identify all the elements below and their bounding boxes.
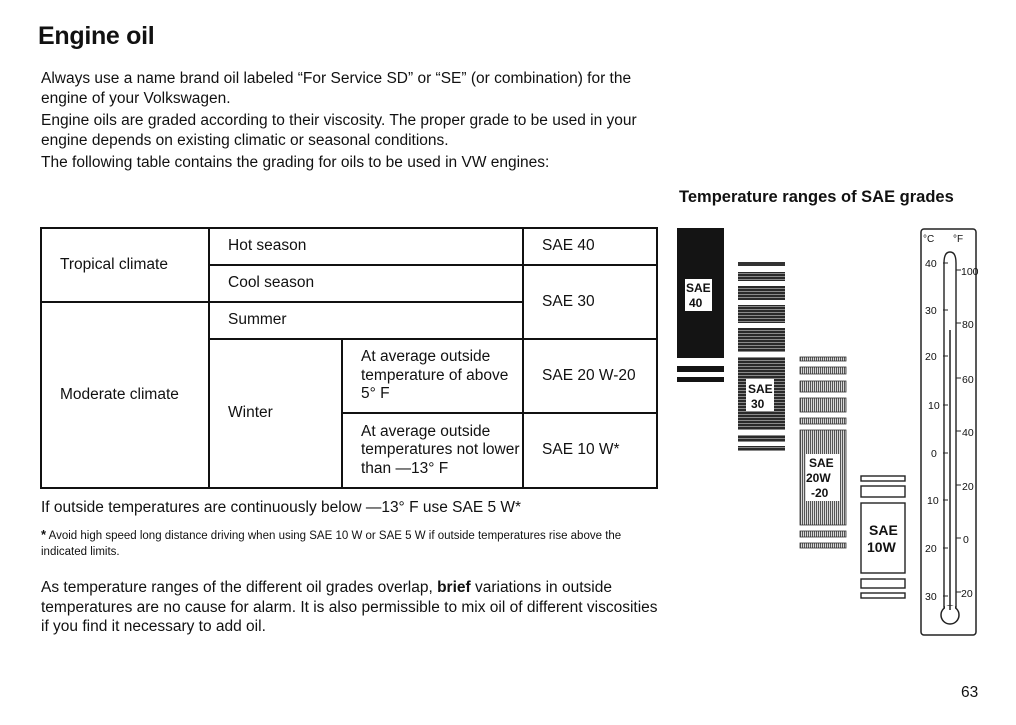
celsius-tick-label: 10 (928, 400, 940, 412)
hot-season-cell: Hot season (209, 228, 523, 265)
celsius-tick-label: 20 (925, 351, 937, 363)
page-number: 63 (961, 684, 979, 701)
sae-20w20-label-line3: -20 (811, 486, 829, 500)
condition-above-cell: At average outside temperature of above 5° F (342, 339, 523, 413)
sae-20w20-label-line2: 20W (806, 471, 831, 485)
sae-40-cell: SAE 40 (523, 228, 657, 265)
sae-10w-label-line1: SAE (869, 522, 898, 538)
celsius-tick-label: 10 (927, 495, 939, 507)
celsius-tick-label: 30 (925, 591, 937, 603)
celsius-tick-label: 20 (925, 543, 937, 555)
footnote-text: Avoid high speed long distance driving when using SAE 10 W or SAE 5 W if outside temperatures rise above the indicated limits. (41, 530, 622, 558)
chart-title: Temperature ranges of SAE grades (679, 188, 954, 206)
moderate-climate-cell: Moderate climate (41, 302, 209, 488)
thermometer (921, 229, 979, 635)
page-title: Engine oil (38, 22, 155, 50)
sae-10w-cell: SAE 10 W* (523, 413, 657, 488)
sae-30-cell: SAE 30 (523, 265, 657, 339)
fahrenheit-tick-label: 20 (962, 481, 974, 493)
fahrenheit-tick-label: 20 (961, 588, 973, 600)
tropical-climate-cell: Tropical climate (41, 228, 209, 302)
intro-paragraph: Always use a name brand oil labeled “For Service SD” or “SE” (or combination) for the engine of your Volkswagen. (41, 70, 632, 107)
fahrenheit-tick-label: 100 (961, 266, 979, 278)
sae-20w20-bar (800, 357, 846, 548)
sae-40-bar (677, 228, 724, 382)
condition-not-lower-cell: At average outside temperatures not lower than —13° F (342, 413, 523, 488)
celsius-tick-label: 0 (931, 448, 937, 460)
sae-20w20-cell: SAE 20 W-20 (523, 339, 657, 413)
closing-text-before: As temperature ranges of the different oil grades overlap, (41, 579, 438, 596)
closing-bold-word: brief (437, 579, 471, 596)
fahrenheit-tick-label: 80 (962, 319, 974, 331)
sae-10w-bar (861, 476, 905, 598)
cool-season-cell: Cool season (209, 265, 523, 302)
closing-text-after: variations in outside temperatures are no cause for alarm. It is also permissible to mix oil of different viscosities if you find it necessary to add oil. (41, 579, 658, 635)
sae-20w20-label-line1: SAE (809, 456, 834, 470)
fahrenheit-tick-label: 60 (962, 374, 974, 386)
footnote-star: * (41, 527, 47, 542)
fahrenheit-tick-label: 40 (962, 427, 974, 439)
table-intro-paragraph: The following table contains the grading for oils to be used in VW engines: (41, 154, 550, 171)
fahrenheit-tick-label: 0 (963, 534, 969, 546)
sae-30-bar (738, 262, 785, 451)
celsius-unit-label: °C (923, 234, 935, 245)
winter-cell: Winter (209, 339, 342, 488)
sae-30-label-line2: 30 (751, 397, 765, 411)
sae-10w-label-line2: 10W (867, 539, 896, 555)
viscosity-paragraph: Engine oils are graded according to their viscosity. The proper grade to be used in your engine depends on existing climatic or seasonal conditions. (41, 112, 637, 149)
sae-5w-note: If outside temperatures are continuously below —13° F use SAE 5 W* (41, 499, 522, 516)
sae-40-label-line2: 40 (689, 296, 703, 310)
fahrenheit-unit-label: °F (953, 234, 964, 245)
celsius-tick-label: 40 (925, 258, 937, 270)
summer-cell: Summer (209, 302, 523, 339)
sae-40-label-line1: SAE (686, 281, 711, 295)
celsius-tick-label: 30 (925, 305, 937, 317)
sae-30-label-line1: SAE (748, 382, 773, 396)
